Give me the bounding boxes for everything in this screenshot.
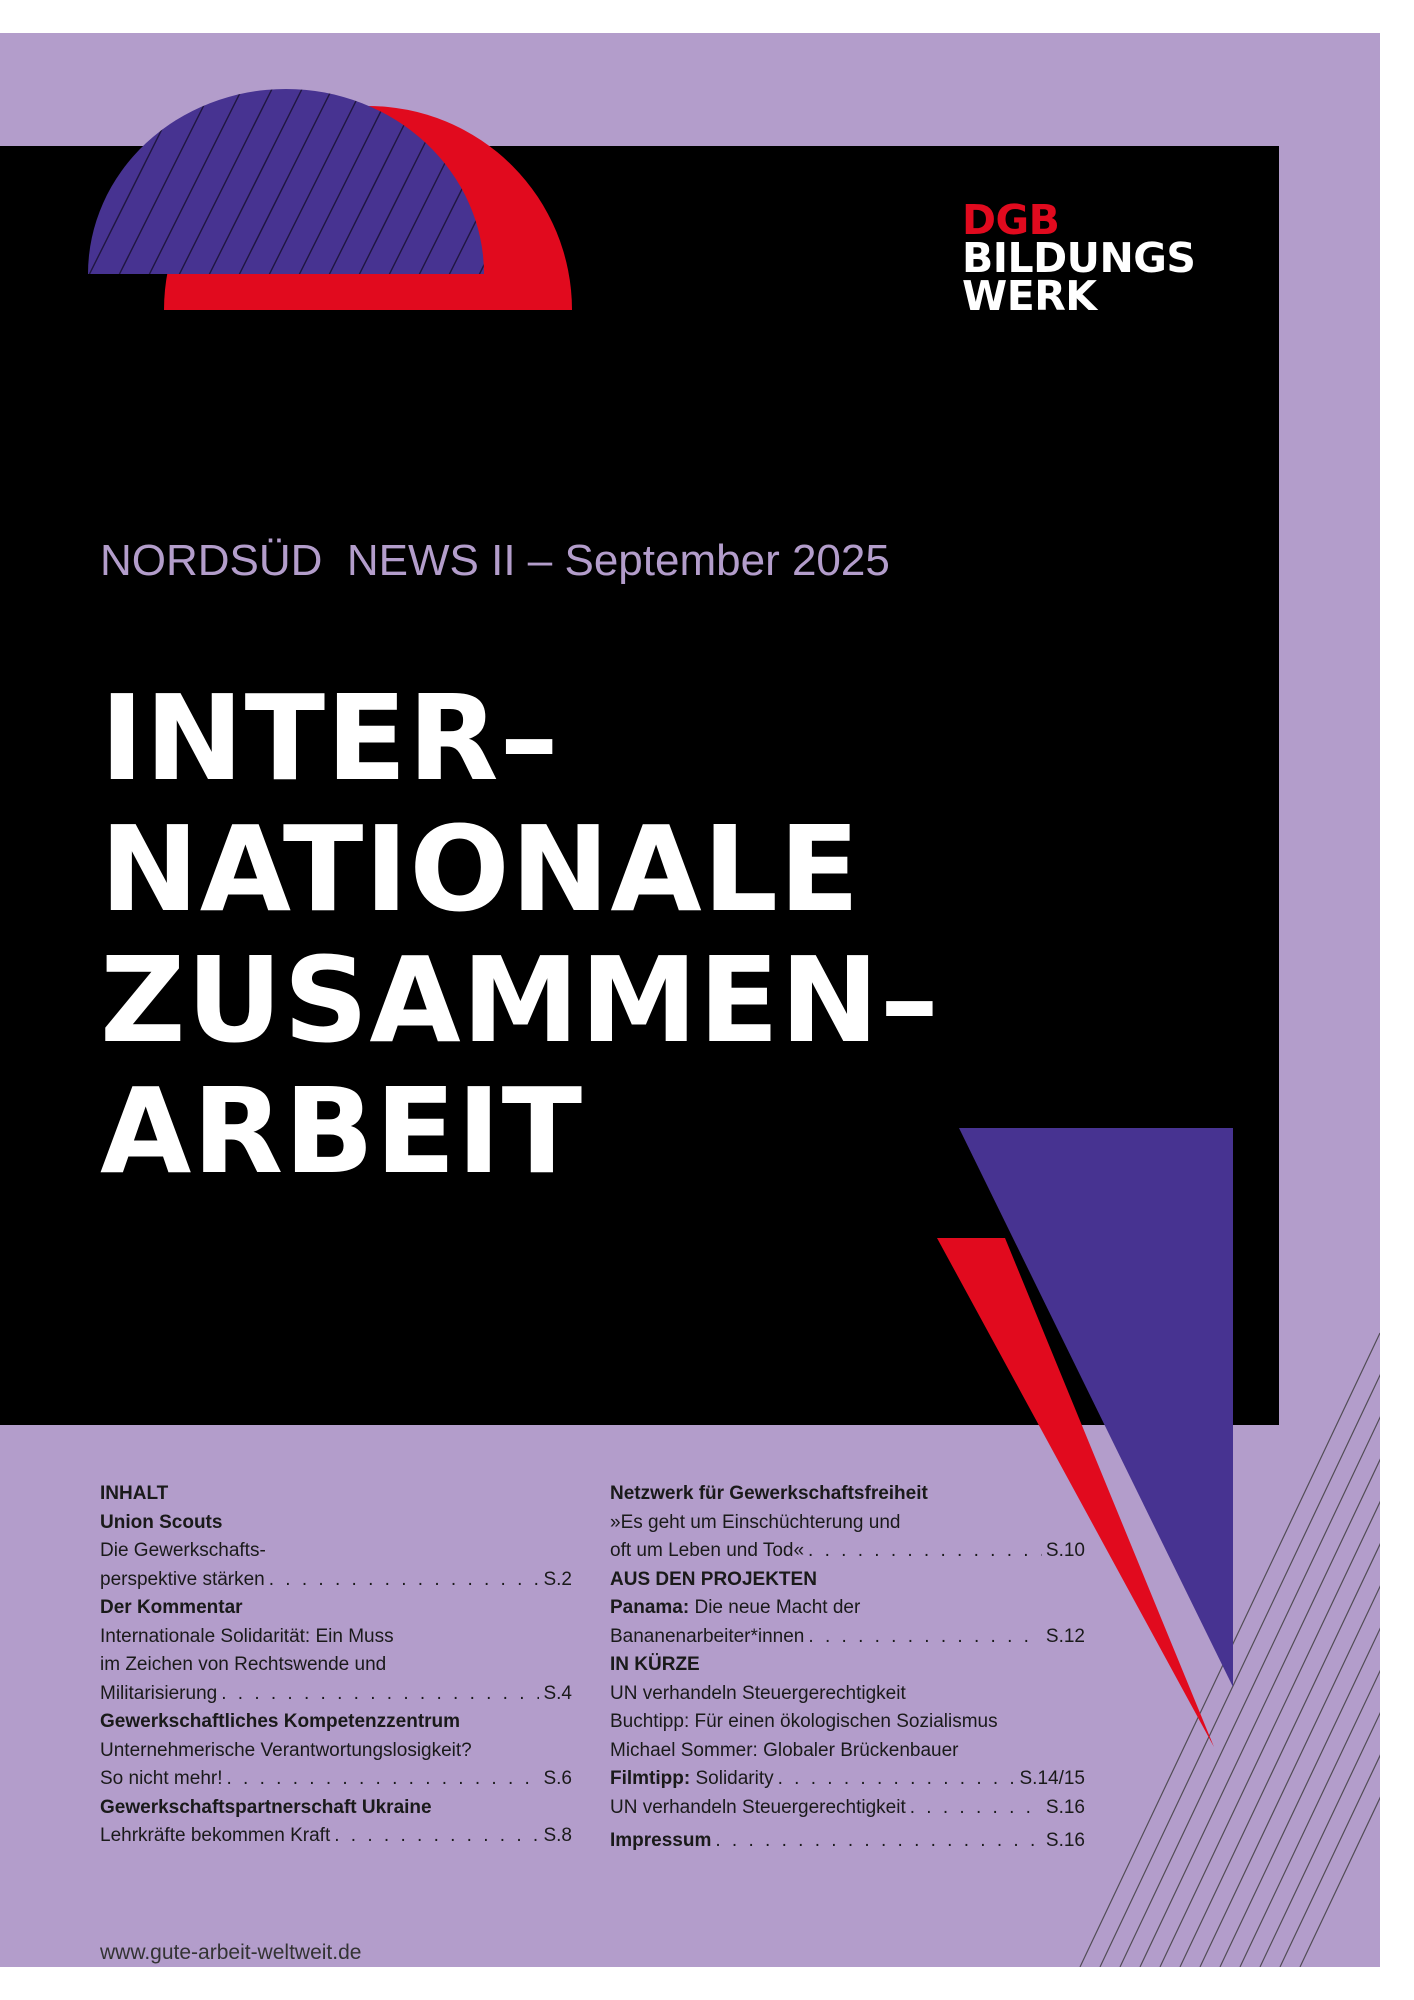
logo-line-bildungs: BILDUNGS <box>962 234 1196 282</box>
toc-dot-leader <box>334 1822 539 1851</box>
toc-section-title: Netzwerk für Gewerkschaftsfreiheit <box>610 1483 928 1504</box>
toc-entry[interactable] <box>100 1566 572 1595</box>
toc-heading: INHALT <box>100 1483 169 1504</box>
toc-page-number: S.4 <box>543 1682 572 1704</box>
toc-entry-text: Unternehmerische Verantwortungslosigkeit? <box>100 1739 472 1761</box>
toc-entry-text: perspektive stärken <box>100 1568 265 1590</box>
toc-entry-text: Solidarity <box>690 1768 774 1789</box>
toc-section-title: Union Scouts <box>100 1511 223 1533</box>
toc-entry-text: Internationale Solidarität: Ein Muss <box>100 1625 394 1647</box>
toc-dot-leader <box>808 1623 1042 1652</box>
toc-dot-leader <box>808 1537 1042 1566</box>
toc-entry[interactable] <box>610 1537 1085 1566</box>
toc-entry-text: »Es geht um Einschüchterung und <box>610 1511 901 1533</box>
toc-entry-text: Bananenarbeiter*innen <box>610 1625 805 1647</box>
headline-line: ZUSAMMEN– <box>100 931 940 1069</box>
toc-page-number: S.6 <box>543 1768 572 1789</box>
toc-entry-text <box>610 1765 774 1794</box>
toc-entry[interactable] <box>610 1765 1085 1794</box>
toc-entry-text: Lehrkräfte bekommen Kraft <box>100 1825 331 1846</box>
toc-dot-leader <box>715 1827 1042 1856</box>
toc-entry[interactable] <box>100 1822 572 1851</box>
toc-page-number: S.10 <box>1045 1540 1085 1561</box>
toc-left-column <box>100 1480 572 1851</box>
toc-entry[interactable] <box>100 1765 572 1794</box>
cover-headline <box>100 669 940 1200</box>
toc-dot-leader <box>221 1680 539 1709</box>
cover-page <box>0 33 1380 1967</box>
website-link[interactable]: www.gute-arbeit-weltweit.de <box>100 1941 362 1964</box>
toc-entry-text <box>610 1594 1085 1623</box>
toc-entry-text: UN verhandeln Steuergerechtigkeit <box>610 1682 906 1704</box>
headline-line: NATIONALE <box>100 800 861 938</box>
toc-entry-text: Die neue Macht der <box>689 1597 861 1618</box>
toc-dot-leader <box>227 1765 540 1794</box>
issue-line: NORDSÜD NEWS II – September 2025 <box>100 536 890 585</box>
headline-line: INTER– <box>100 669 560 807</box>
toc-page-number: S.2 <box>543 1568 572 1590</box>
toc-section-title: AUS DEN PROJEKTEN <box>610 1568 817 1590</box>
toc-right-column <box>610 1480 1085 1856</box>
toc-entry-text: Die Gewerkschafts- <box>100 1540 266 1561</box>
toc-entry-bold-label: Filmtipp: <box>610 1768 691 1789</box>
toc-dot-leader <box>269 1566 540 1595</box>
toc-entry[interactable] <box>610 1794 1085 1823</box>
toc-entry[interactable] <box>610 1623 1085 1652</box>
logo-line-werk: WERK <box>962 272 1097 320</box>
toc-page-number: S.8 <box>543 1825 572 1846</box>
dgb-bildungswerk-logo <box>962 196 1196 320</box>
toc-section-title: Gewerkschaftliches Kompetenzzentrum <box>100 1711 461 1732</box>
toc-section-title: Der Kommentar <box>100 1597 243 1618</box>
toc-dot-leader <box>910 1794 1042 1823</box>
toc-dot-leader <box>778 1765 1016 1794</box>
toc-entry-text: Impressum <box>610 1830 712 1851</box>
toc-entry-text: im Zeichen von Rechtswende und <box>100 1654 387 1675</box>
toc-entry[interactable] <box>100 1680 572 1709</box>
toc-page-number: S.14/15 <box>1019 1768 1085 1789</box>
toc-entry-text: Michael Sommer: Globaler Brückenbauer <box>610 1739 959 1761</box>
toc-page-number: S.16 <box>1045 1796 1085 1818</box>
toc-page-number: S.16 <box>1045 1830 1085 1851</box>
toc-section-title: IN KÜRZE <box>610 1654 700 1675</box>
toc-entry[interactable] <box>610 1827 1085 1856</box>
logo-line-dgb: DGB <box>962 196 1060 244</box>
toc-entry-text: So nicht mehr! <box>100 1768 223 1789</box>
toc-entry-text: Militarisierung <box>100 1682 218 1704</box>
toc-entry-text: Buchtipp: Für einen ökologischen Sozialismus <box>610 1711 998 1732</box>
toc-section-title: Gewerkschaftspartnerschaft Ukraine <box>100 1796 432 1818</box>
toc-entry-text: oft um Leben und Tod« <box>610 1540 805 1561</box>
headline-line: ARBEIT <box>100 1062 584 1200</box>
toc-entry-bold-label: Panama: <box>610 1597 690 1618</box>
toc-page-number: S.12 <box>1045 1625 1085 1647</box>
toc-entry-text: UN verhandeln Steuergerechtigkeit <box>610 1796 906 1818</box>
